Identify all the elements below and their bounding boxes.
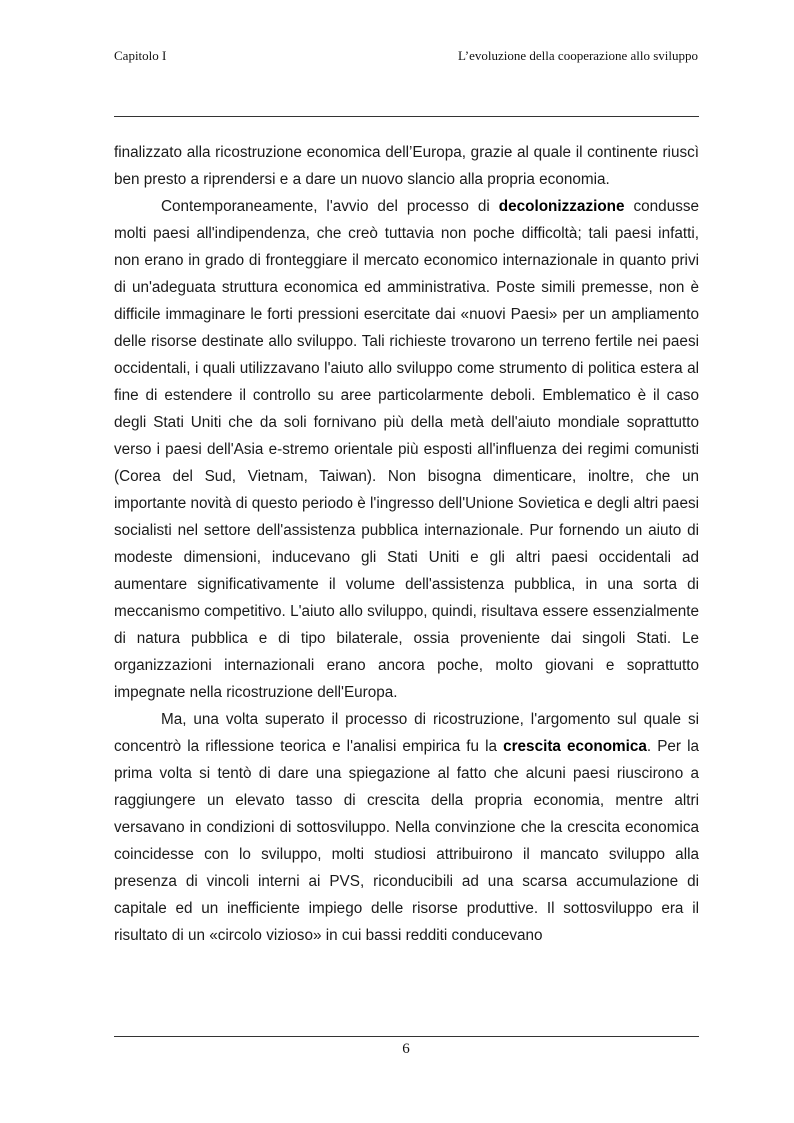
page-number: 6	[402, 1041, 410, 1057]
text-segment: . Per la prima volta si tentò di dare una spiegazione al fatto che alcuni paesi riuscirono a raggiungere un elevato tasso di crescita della propria economia, mentre altri versavano in condizioni di sottosviluppo. Nella convinzione che la crescita economica coincidesse con lo sviluppo, molti studiosi attribuirono il mancato sviluppo alla presenza di vincoli interni ai PVS, riconducibili ad una scarsa accumulazione di capitale ed un inefficiente impiego delle risorse produttive. Il sottosviluppo era il risultato di un «circolo vizioso» in cui bassi redditi conducevano	[114, 738, 699, 944]
bold-term: decolonizzazione	[498, 198, 625, 215]
bold-term: crescita economica	[503, 738, 647, 755]
paragraph	[114, 706, 699, 949]
header-divider	[114, 116, 699, 117]
header-chapter: Capitolo I	[114, 48, 167, 63]
text-segment: Contemporaneamente, l'avvio del processo di	[161, 198, 499, 215]
header-title: L’evoluzione della cooperazione allo sviluppo	[458, 48, 698, 63]
text-segment: finalizzato alla ricostruzione economica dell’Europa, grazie al quale il continente riuscì ben presto a riprendersi e a dare un nuovo slancio alla propria economia.	[114, 144, 699, 188]
text-segment: Ma, una volta superato il processo di ricostruzione, l'argomento sul quale si concentrò la riflessione teorica e l'analisi empirica fu la	[114, 711, 699, 755]
paragraph	[114, 139, 699, 193]
body-text	[114, 139, 699, 949]
footer-divider	[114, 1036, 699, 1037]
text-segment: condusse molti paesi all'indipendenza, che creò tuttavia non poche difficoltà; tali paesi infatti, non erano in grado di fronteggiare il mercato economico internazionale in quanto privi di un'adeguata struttura economica ed amministrativa. Poste simili premesse, non è difficile immaginare le forti pressioni esercitate dai «nuovi Paesi» per un ampliamento delle risorse destinate allo sviluppo. Tali richieste trovarono un terreno fertile nei paesi occidentali, i quali utilizzavano l'aiuto allo sviluppo come strumento di politica estera al fine di estendere il controllo su aree particolarmente deboli. Emblematico è il caso degli Stati Uniti che da soli fornivano più della metà dell'aiuto mondiale soprattutto verso i paesi dell'Asia e-stremo orientale più esposti all'influenza dei regimi comunisti (Corea del Sud, Vietnam, Taiwan). Non bisogna dimenticare, inoltre, che un importante novità di questo periodo è l'ingresso dell'Unione Sovietica e degli altri paesi socialisti nel settore dell'assistenza pubblica internazionale. Pur fornendo un aiuto di modeste dimensioni, inducevano gli Stati Uniti e gli altri paesi occidentali ad aumentare significativamente il volume dell'assistenza pubblica, in una sorta di meccanismo competitivo. L'aiuto allo sviluppo, quindi, risultava essere essenzialmente di natura pubblica e di tipo bilaterale, ossia proveniente dai singoli Stati. Le organizzazioni internazionali erano ancora poche, molto giovani e soprattutto impegnate nella ricostruzione dell'Europa.	[114, 198, 700, 701]
paragraph	[114, 193, 699, 706]
